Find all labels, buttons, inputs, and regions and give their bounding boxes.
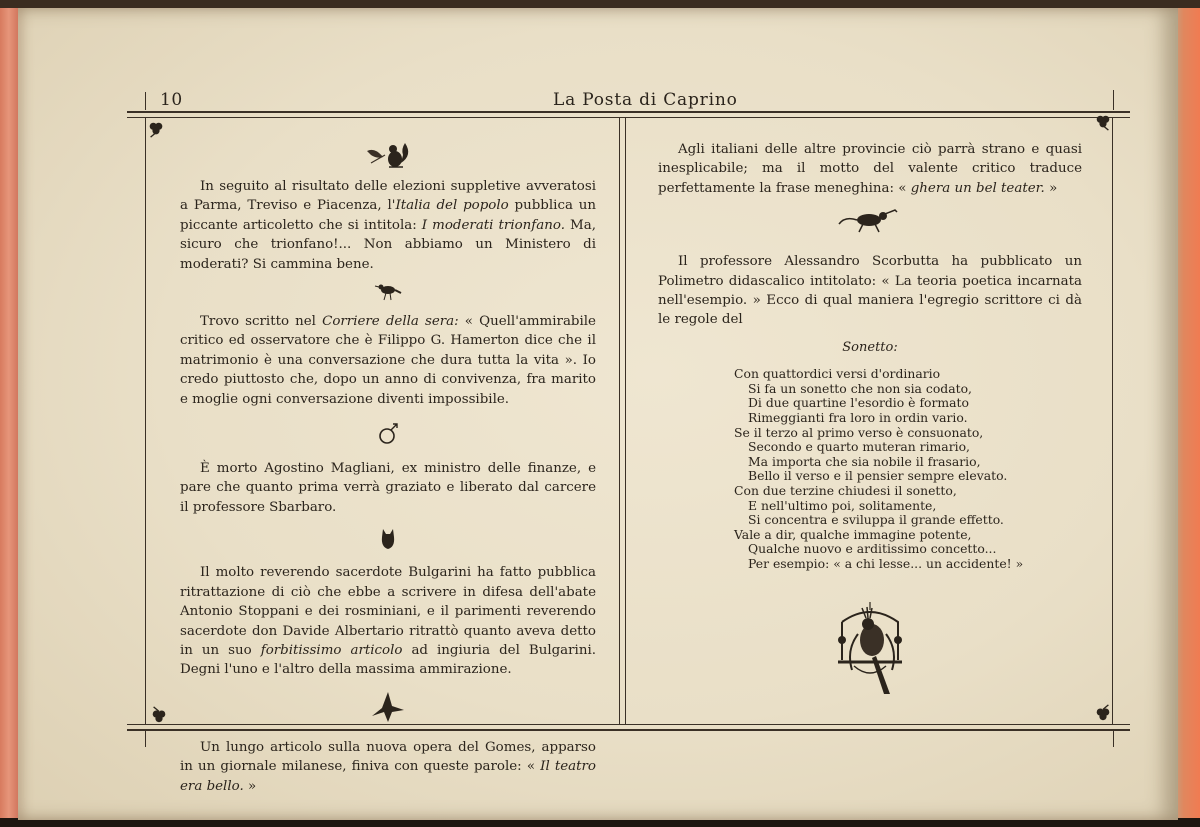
clover-corner-icon (1094, 113, 1112, 131)
paragraph-bulgarini (180, 563, 596, 679)
poem-line: Bello il verso e il pensier sempre elevato. (748, 468, 1008, 484)
left-column (180, 137, 596, 796)
text-run: » (1044, 180, 1058, 196)
text-run: Ma, sicuro che trionfano!... Non abbiamo un Ministero di moderati? Si cammina bene. (180, 217, 596, 272)
poem-line: Ma importa che sia nobile il frasario, (748, 453, 981, 469)
paragraph-gomes (180, 738, 596, 796)
swallow-icon (368, 690, 408, 724)
fox-icon (377, 525, 399, 551)
clover-corner-icon (147, 120, 165, 138)
header-tick-right (1113, 90, 1114, 110)
right-column (658, 140, 1082, 700)
italic-quote: Il teatro era bello. (180, 759, 596, 794)
paragraph-hamerton (180, 312, 596, 409)
italic-title: Italia del popolo (395, 198, 509, 214)
text-run: « Quell'ammirabile critico ed osservatore che è Filippo G. Hamerton dice che il matrimonio è una conversazione che dura tutta la vita ». Io credo piuttosto che, dopo un anno di convivenza, fra marito e moglie ogni conversazione diventi impossibile. (180, 314, 596, 407)
italic-title: Corriere della sera: (322, 314, 459, 330)
text-run: Il molto reverendo sacerdote Bulgarini ha fatto pubblica ritrattazione di ciò che ebbe a scrivere in difesa dell'abate Antonio Stoppani e dei rosminiani, e il parimenti reverendo sacerdote don Davide Albertario ritrattò quanto aveva detto in un suo (180, 565, 596, 658)
parrot-perch-icon (828, 600, 912, 700)
text-run: In seguito al risultato delle elezioni suppletive avveratosi a Parma, Treviso e Piacenza, l' (180, 179, 596, 214)
frame-left-rule (145, 117, 146, 725)
poem-line: Per esempio: « a chi lesse... un accidente! » (748, 555, 1024, 571)
poem-line: Di due quartine l'esordio è formato (748, 395, 969, 411)
text-run: Agli italiani delle altre provincie ciò parrà strano e quasi inesplicabile; ma il motto del valente critico traduce perfettamente la frase meneghina: « (658, 142, 1082, 196)
poem-line: Vale a dir, qualche immagine potente, (734, 526, 972, 542)
paragraph-meneghina (658, 140, 1082, 198)
italic-quote: ghera un bel teater. (910, 180, 1045, 196)
monkey-icon (835, 208, 905, 234)
text-run: pubblica un piccante articoletto che si intitola: (180, 198, 597, 233)
column-divider-left (619, 117, 620, 725)
paragraph-scorbutta: Il professore Alessandro Scorbutta ha pubblicato un Polimetro didascalico intitolato: « La teoria poetica incarnata nell'esempio. » Ecco di qual maniera l'egregio scrittore ci dà le regole del (658, 254, 1082, 328)
column-divider-right (625, 117, 626, 725)
small-bird-icon (373, 280, 403, 302)
header-tick-left (145, 92, 146, 110)
poem-line: Qualche nuovo e arditissimo concetto... (748, 541, 997, 557)
poem-line: Secondo e quarto muteran rimario, (748, 439, 970, 455)
text-run: » (243, 778, 257, 794)
text-run: ad ingiuria del Bulgarini. Degni l'uno e l'altro della massima ammirazione. (180, 642, 597, 678)
frame-top-rule (127, 111, 1130, 113)
paragraph-elections (180, 177, 596, 274)
running-title: La Posta di Caprino (553, 90, 738, 110)
poem-title: Sonetto: (842, 339, 898, 355)
footer-tick-left (145, 731, 146, 747)
poem-line: Rimeggianti fra loro in ordin vario. (748, 410, 968, 426)
clover-corner-icon (1094, 704, 1112, 722)
poem-line: E nell'ultimo poi, solitamente, (748, 497, 937, 513)
poem-line: Si concentra e sviluppa il grande effetto. (748, 512, 1004, 528)
footer-tick-right (1113, 731, 1114, 747)
poem-line: Se il terzo al primo verso è consuonato, (734, 424, 984, 440)
italic-title: I moderati trionfano. (421, 217, 565, 233)
ring-icon (376, 421, 400, 447)
squirrel-icon (363, 137, 413, 171)
poem-line: Si fa un sonetto che non sia codato, (748, 380, 972, 396)
text-run: Trovo scritto nel (200, 314, 323, 330)
frame-top-rule-inner (127, 117, 1130, 118)
poem-line: Con due terzine chiudesi il sonetto, (734, 483, 957, 498)
poem-line: Con quattordici versi d'ordinario (734, 366, 941, 382)
frame-right-rule (1112, 117, 1113, 725)
page-number: 10 (160, 90, 183, 110)
italic-phrase: forbitissimo articolo (260, 642, 403, 658)
paragraph-magliani: È morto Agostino Magliani, ex ministro delle finanze, e pare che quanto prima verrà graziato e liberato dal carcere il professore Sbarbaro. (180, 461, 596, 515)
sonnet-poem (658, 367, 1082, 571)
text-run: Un lungo articolo sulla nuova opera del Gomes, apparso in un giornale milanese, finiva con queste parole: « (180, 739, 596, 775)
clover-corner-icon (150, 706, 168, 724)
